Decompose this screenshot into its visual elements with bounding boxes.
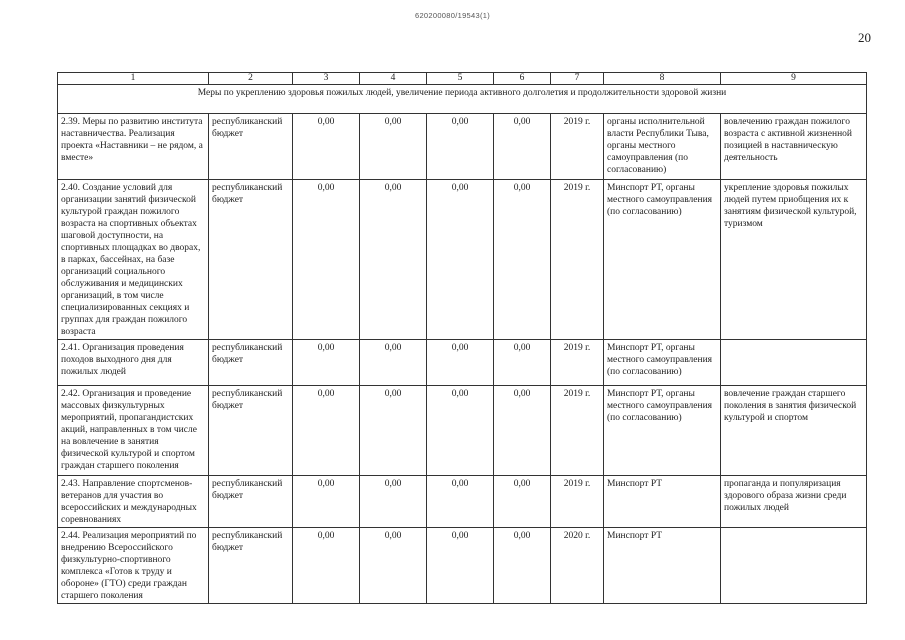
table-row: [58, 386, 867, 476]
source-cell: республиканский бюджет: [209, 180, 293, 340]
value-cell: 0,00: [360, 386, 427, 476]
source-cell: республиканский бюджет: [209, 476, 293, 528]
column-header: 1: [58, 73, 209, 85]
result-cell: пропаганда и популяризация здорового образа жизни среди пожилых людей: [721, 476, 867, 528]
value-cell: 0,00: [427, 340, 494, 386]
value-cell: 0,00: [360, 114, 427, 180]
measure-cell: 2.42. Организация и проведение массовых физкультурных мероприятий, пропагандистских акций, направленных в том числе на вовлечение в занятия физической культурой и спортом граждан старшего поколения: [58, 386, 209, 476]
value-cell: 0,00: [494, 114, 551, 180]
value-cell: 0,00: [494, 476, 551, 528]
result-cell: вовлечение граждан старшего поколения в занятия физической культурой и спортом: [721, 386, 867, 476]
section-title: Меры по укреплению здоровья пожилых людей, увеличение периода активного долголетия и продолжительности здоровой жизни: [58, 85, 867, 114]
value-cell: 0,00: [360, 180, 427, 340]
value-cell: 0,00: [427, 180, 494, 340]
measure-cell: 2.39. Меры по развитию института наставничества. Реализация проекта «Наставники – не рядом, а вместе»: [58, 114, 209, 180]
table-row: [58, 528, 867, 604]
source-cell: республиканский бюджет: [209, 386, 293, 476]
page-number: 20: [858, 30, 871, 45]
value-cell: 0,00: [293, 386, 360, 476]
value-cell: 0,00: [494, 340, 551, 386]
executor-cell: Минспорт РТ: [604, 476, 721, 528]
column-header: 8: [604, 73, 721, 85]
table-row: [58, 114, 867, 180]
measures-table: [57, 72, 867, 604]
value-cell: 0,00: [293, 180, 360, 340]
value-cell: 0,00: [293, 114, 360, 180]
result-cell: вовлечению граждан пожилого возраста с активной жизненной позицией в наставническую деятельность: [721, 114, 867, 180]
table-row: [58, 476, 867, 528]
year-cell: 2019 г.: [551, 340, 604, 386]
value-cell: 0,00: [494, 180, 551, 340]
column-header-row: [58, 73, 867, 85]
value-cell: 0,00: [427, 114, 494, 180]
measure-cell: 2.44. Реализация мероприятий по внедрению Всероссийского физкультурно-спортивного комплекса «Готов к труду и обороне» (ГТО) среди граждан старшего поколения: [58, 528, 209, 604]
year-cell: 2019 г.: [551, 386, 604, 476]
column-header: 4: [360, 73, 427, 85]
value-cell: 0,00: [494, 528, 551, 604]
column-header: 6: [494, 73, 551, 85]
value-cell: 0,00: [293, 476, 360, 528]
source-cell: республиканский бюджет: [209, 340, 293, 386]
year-cell: 2019 г.: [551, 476, 604, 528]
year-cell: 2019 г.: [551, 114, 604, 180]
value-cell: 0,00: [427, 386, 494, 476]
value-cell: 0,00: [427, 476, 494, 528]
source-cell: республиканский бюджет: [209, 114, 293, 180]
executor-cell: Минспорт РТ, органы местного самоуправления (по согласованию): [604, 386, 721, 476]
value-cell: 0,00: [427, 528, 494, 604]
column-header: 9: [721, 73, 867, 85]
document-id: 620200080/19543(1): [414, 11, 491, 20]
value-cell: 0,00: [293, 528, 360, 604]
executor-cell: Минспорт РТ, органы местного самоуправления (по согласованию): [604, 180, 721, 340]
value-cell: 0,00: [293, 340, 360, 386]
year-cell: 2020 г.: [551, 528, 604, 604]
value-cell: 0,00: [494, 386, 551, 476]
result-cell: укрепление здоровья пожилых людей путем приобщения их к занятиям физической культурой, туризмом: [721, 180, 867, 340]
source-cell: республиканский бюджет: [209, 528, 293, 604]
column-header: 3: [293, 73, 360, 85]
value-cell: 0,00: [360, 340, 427, 386]
section-header-row: [58, 85, 867, 114]
column-header: 2: [209, 73, 293, 85]
measure-cell: 2.43. Направление спортсменов-ветеранов для участия во всероссийских и международных соревнованиях: [58, 476, 209, 528]
result-cell: [721, 528, 867, 604]
year-cell: 2019 г.: [551, 180, 604, 340]
measure-cell: 2.41. Организация проведения походов выходного дня для пожилых людей: [58, 340, 209, 386]
executor-cell: органы исполнительной власти Республики Тыва, органы местного самоуправления (по согласованию): [604, 114, 721, 180]
value-cell: 0,00: [360, 528, 427, 604]
column-header: 7: [551, 73, 604, 85]
measure-cell: 2.40. Создание условий для организации занятий физической культурой граждан пожилого возраста на спортивных объектах шаговой доступности, на спортивных площадках во дворах, в парках, бассейнах, на базе организаций социального обслуживания и медицинских организаций, в том числе специализированных секциях и группах для граждан пожилого возраста: [58, 180, 209, 340]
table-row: [58, 340, 867, 386]
executor-cell: Минспорт РТ, органы местного самоуправления (по согласованию): [604, 340, 721, 386]
executor-cell: Минспорт РТ: [604, 528, 721, 604]
result-cell: [721, 340, 867, 386]
value-cell: 0,00: [360, 476, 427, 528]
column-header: 5: [427, 73, 494, 85]
table-row: [58, 180, 867, 340]
